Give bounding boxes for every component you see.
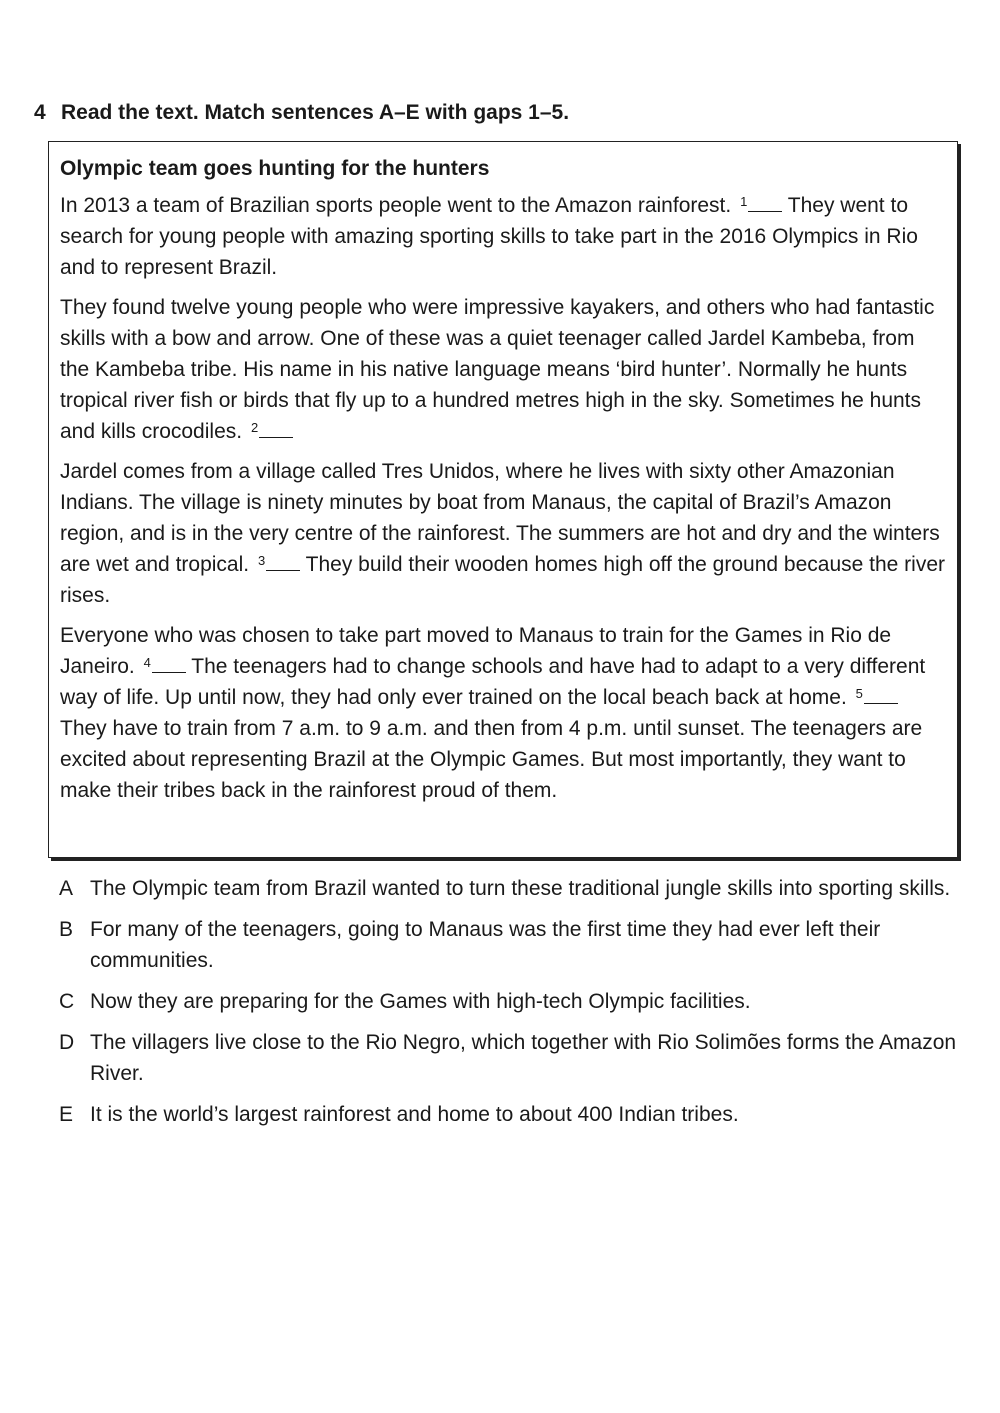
option-text: For many of the teenagers, going to Manaus was the first time they had ever left their communities. [90, 918, 881, 972]
gap-number: 2 [250, 420, 259, 435]
paragraph-text: They build their wooden homes high off the ground because the river rises. [60, 553, 945, 607]
gap-blank[interactable] [864, 685, 898, 704]
option-letter: B [59, 918, 74, 941]
option-letter: A [59, 877, 74, 900]
task-heading [34, 101, 569, 125]
answer-options [59, 873, 959, 1140]
option-text: The villagers live close to the Rio Negro, which together with Rio Solimões forms the Amazon River. [90, 1031, 957, 1085]
paragraph-text: The teenagers had to change schools and have had to adapt to a very different way of life. Up until now, they had only ever trained on the local beach back at home. [60, 655, 926, 709]
gap-blank[interactable] [748, 193, 782, 212]
gap-5[interactable] [853, 686, 898, 709]
option-e [59, 1099, 959, 1130]
option-d [59, 1027, 959, 1089]
paragraph-text: In 2013 a team of Brazilian sports people went to the Amazon rainforest. [60, 194, 732, 217]
option-letter: E [59, 1103, 74, 1126]
option-a [59, 873, 959, 904]
gap-number: 1 [740, 194, 748, 209]
paragraph-text: They have to train from 7 a.m. to 9 a.m. and then from 4 p.m. until sunset. The teenagers are excited about representing Brazil at the Olympic Games. But most importantly, they want to make their tribes back in the rainforest proud of them. [60, 717, 923, 802]
gap-1[interactable] [737, 194, 782, 217]
option-letter: D [59, 1031, 75, 1054]
article-paragraph-4 [60, 620, 949, 806]
article-paragraph-3 [60, 456, 949, 611]
gap-number: 3 [257, 553, 266, 568]
option-text: Now they are preparing for the Games with high-tech Olympic facilities. [90, 990, 751, 1013]
option-b [59, 914, 959, 976]
gap-number: 5 [855, 686, 863, 701]
article-box [48, 141, 958, 858]
paragraph-text: They went to search for young people with amazing sporting skills to take part in the 2016 Olympics in Rio and to represent Brazil. [60, 194, 918, 279]
gap-2[interactable] [248, 420, 293, 443]
option-text: It is the world’s largest rainforest and home to about 400 Indian tribes. [90, 1103, 739, 1126]
article-title: Olympic team goes hunting for the hunters [60, 157, 490, 180]
paragraph-text: Everyone who was chosen to take part moved to Manaus to train for the Games in Rio de Janeiro. [60, 624, 892, 678]
gap-blank[interactable] [259, 419, 293, 438]
article-paragraph-2 [60, 292, 949, 447]
option-letter: C [59, 990, 75, 1013]
option-text: The Olympic team from Brazil wanted to turn these traditional jungle skills into sporting skills. [90, 877, 951, 900]
option-c [59, 986, 959, 1017]
task-instruction: Read the text. Match sentences A–E with gaps 1–5. [61, 101, 570, 124]
gap-4[interactable] [141, 655, 186, 678]
paragraph-text: Jardel comes from a village called Tres Unidos, where he lives with sixty other Amazonian Indians. The village is ninety minutes by boat from Manaus, the capital of Brazil’s Amazon region, and is in the very centre of the rainforest. The summers are hot and dry and the winters are wet and tropical. [60, 460, 940, 576]
article-paragraph-1 [60, 190, 949, 283]
gap-blank[interactable] [152, 654, 186, 673]
gap-blank[interactable] [266, 552, 300, 571]
paragraph-text: They found twelve young people who were impressive kayakers, and others who had fantastic skills with a bow and arrow. One of these was a quiet teenager called Jardel Kambeba, from the Kambeba tribe. His name in his native language means ‘bird hunter’. Normally he hunts tropical river fish or birds that fly up to a hundred metres high in the sky. Sometimes he hunts and kills crocodiles. [60, 296, 935, 443]
gap-number: 4 [143, 655, 151, 670]
gap-3[interactable] [255, 553, 300, 576]
task-number: 4 [34, 101, 46, 124]
